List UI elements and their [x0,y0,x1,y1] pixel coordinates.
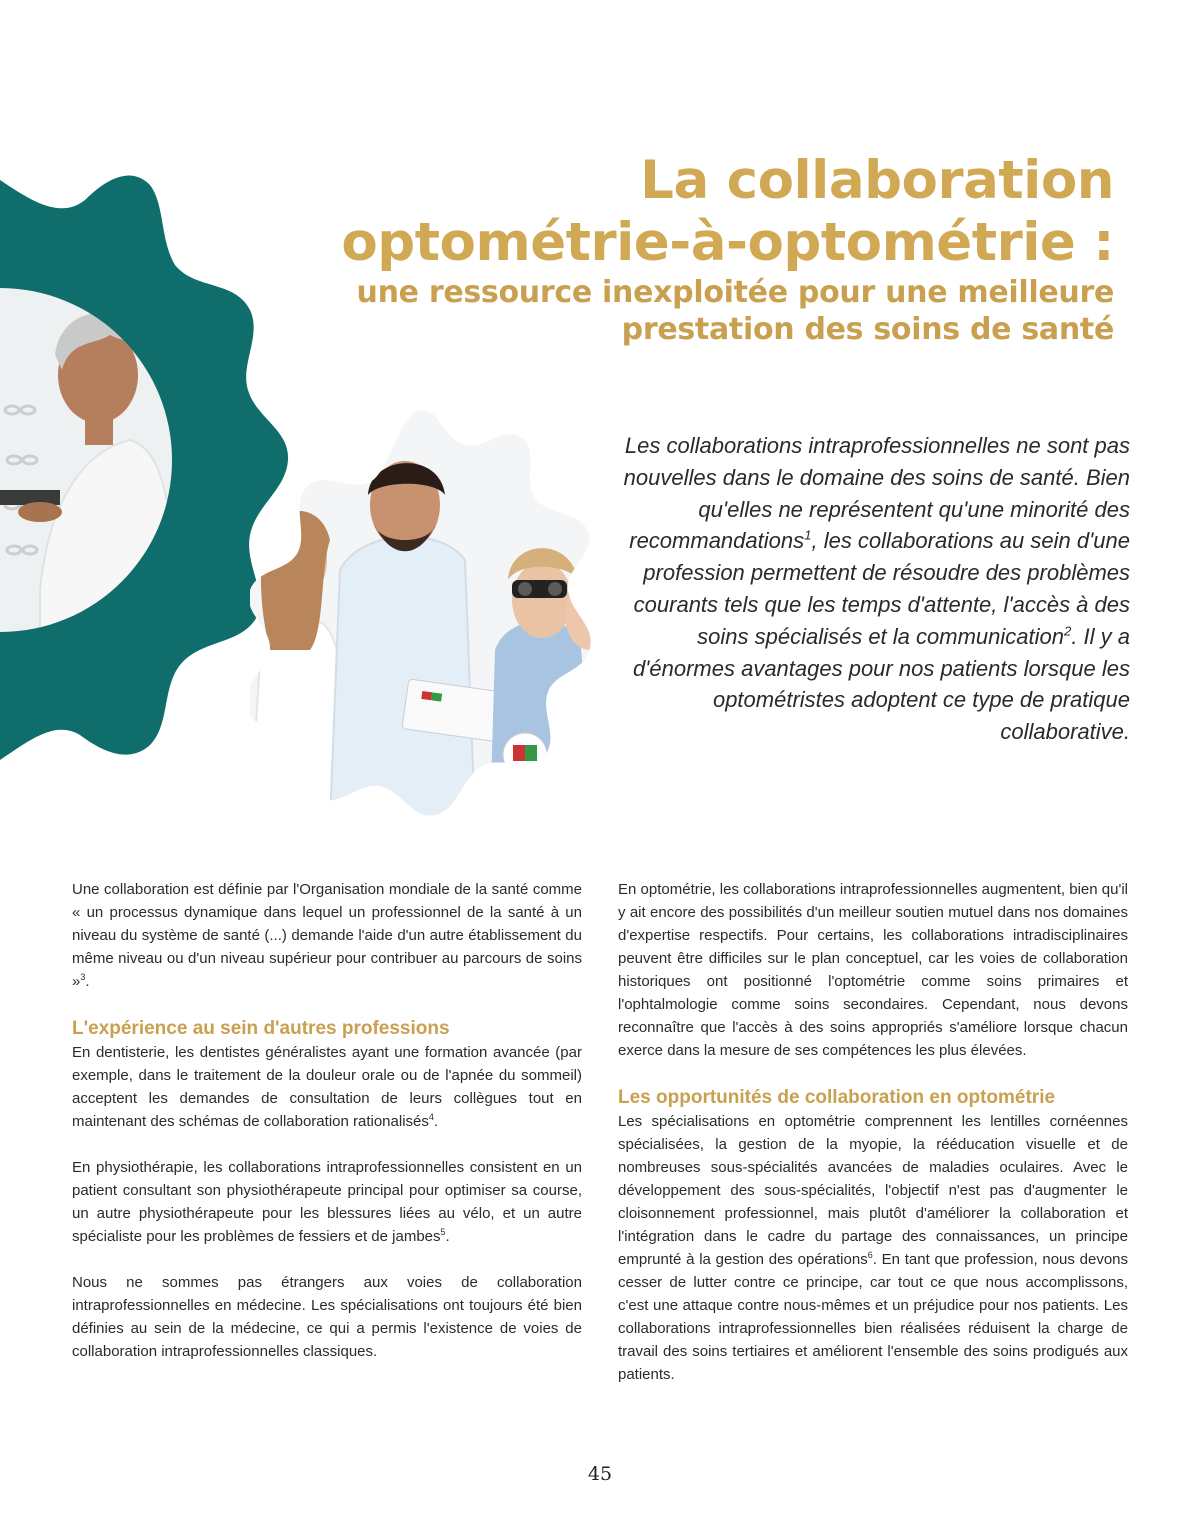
intro-paragraph [610,430,1130,748]
left-paragraph-3: En physiothérapie, les collaborations intraprofessionnelles consistent en un patient consultant son physiothérapeute principal pour optimiser sa course, un autre physiothérapeute pour les blessures liées au vélo, et un autre spécialiste pour les problèmes de fessiers et de jambes$^5$. [72,1159,582,1245]
intro-text-1: Les collaborations intraprofessionnelles ne sont pas nouvelles dans le domaine des soins de santé. Bien qu'elles ne représentent qu'une minorité des recommandations [623,433,1130,554]
section-heading-other-professions: L'expérience au sein d'autres professions [72,1018,450,1039]
footnote-ref-4[interactable]: 4 [428,1112,434,1122]
subtitle-line-1: une ressource inexploitée pour une meilleure [356,275,1114,310]
team-photo-gear [250,410,595,820]
intro-text-3: . Il y a d'énormes avantages pour nos patients lorsque les optométristes adoptent ce type de pratique collaborative. [632,623,1130,745]
left-paragraph-4: Nous ne sommes pas étrangers aux voies de collaboration intraprofessionnelles en médecine. Les spécialisations ont toujours été bien définies au sein de la médecine, ce qui a permis l'existence de voies de collaboration intraprofessionnelles classiques. [72,1274,582,1360]
right-column [618,878,1128,1409]
footnote-ref-2[interactable]: 2 [1063,623,1072,639]
person-right [490,621,595,820]
left-column [72,878,582,1386]
footnote-ref-5[interactable]: 5 [440,1227,446,1237]
section-heading-opportunities: Les opportunités de collaboration en optométrie [618,1087,1056,1108]
footnote-ref-3[interactable]: 3 [80,972,86,982]
right-paragraph-2: Les spécialisations en optométrie comprennent les lentilles cornéennes spécialisées, la gestion de la myopie, la rééducation visuelle et de nombreuses sous-spécialités avancées de maladies oculaires. Avec le développement des sous-spécialités, l'objectif n'est pas d'augmenter le cloisonnement professionnel, mais plutôt d'améliorer la collaboration et l'intégration dans le cadre du partage des connaissances, un principe emprunté à la gestion des opérations$^6$. En tant que profession, nous devons cesser de lutter contre ce principe, car tout ce que nous accomplissons, c'est une attaque contre nous-mêmes et un préjudice pour nos patients. Les collaborations intraprofessionnelles bien réalisées réduisent la charge de travail des soins tertiaires et améliorent l'ensemble des soins prodigués aux patients. [618,1113,1128,1383]
footnote-ref-1[interactable]: 1 [804,528,812,544]
title-line-1: La collaboration [640,150,1114,211]
title-line-2: optométrie-à-optométrie : [341,212,1114,273]
person-center [330,537,475,820]
subtitle-line-2: prestation des soins de santé [621,312,1114,347]
left-paragraph-1: Une collaboration est définie par l'Organisation mondiale de la santé comme « un processus dynamique dans lequel un professionnel de la santé à un niveau du système de santé (...) demande l'aide d'un autre établissement du même niveau ou d'un niveau supérieur pour contribuer au parcours de soins »$^3$. [72,881,582,990]
footnote-ref-6[interactable]: 6 [867,1250,873,1260]
right-paragraph-1: En optométrie, les collaborations intraprofessionnelles augmentent, bien qu'il y ait encore des possibilités d'un meilleur soutien mutuel dans nos domaines d'expertise respectifs. Pour certains, les collaborations intradisciplinaires peuvent être difficiles sur le plan conceptuel, car les voies de collaboration historiques ont positionné l'optométrie comme soins primaires et l'ophtalmologie comme soins secondaires. Cependant, nous devons reconnaître que l'accès à des soins appropriés s'améliore lorsque chacun exerce dans la mesure de ses compétences les plus élevées. [618,881,1128,1059]
intro-text-2: , les collaborations au sein d'une profession permettent de résoudre des problèmes courants tels que les temps d'attente, l'accès à des soins spécialisés et la communication [633,528,1130,649]
left-paragraph-2: En dentisterie, les dentistes généralistes ayant une formation avancée (par exemple, dans le traitement de la douleur orale ou de l'apnée du sommeil) acceptent les demandes de consultation de leurs collègues tout en maintenant des schémas de collaboration rationalisés$^4$. [72,1044,582,1130]
page-number: 45 [587,1463,613,1485]
title-block [214,150,1114,348]
